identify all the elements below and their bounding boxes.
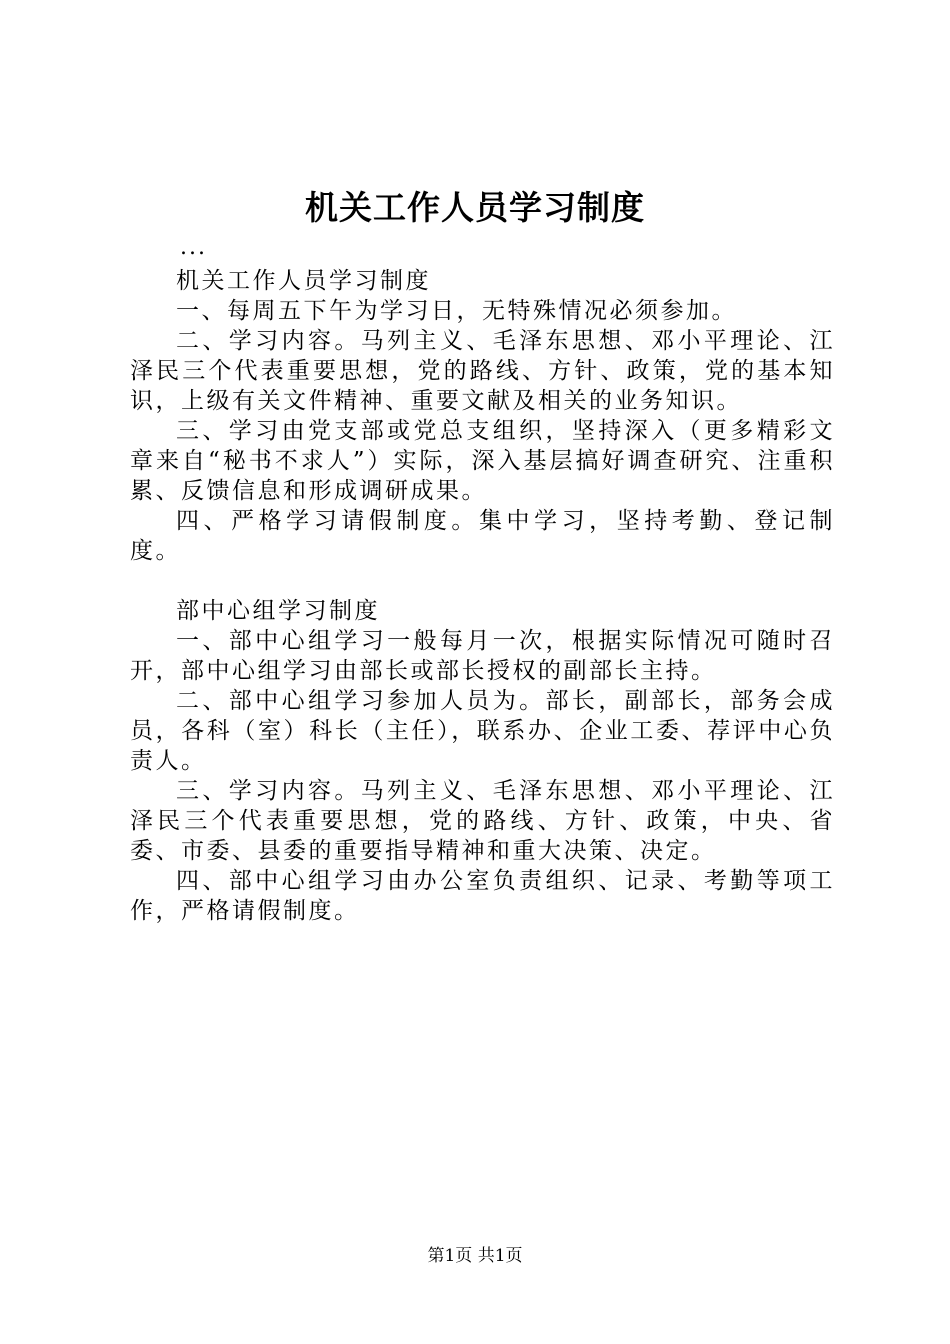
section1-paragraph: 一、每周五下午为学习日，无特殊情况必须参加。 bbox=[176, 298, 737, 324]
section2-paragraph: 一、部中心组学习一般每月一次，根据实际情况可随时召开，部中心组学习由部长或部长授权的副部长主持。 bbox=[130, 628, 835, 684]
page-title: 机关工作人员学习制度 bbox=[305, 188, 645, 227]
section1-paragraph: 二、学习内容。马列主义、毛泽东思想、邓小平理论、江泽民三个代表重要思想，党的路线、方针、政策，党的基本知识，上级有关文件精神、重要文献及相关的业务知识。 bbox=[130, 328, 835, 414]
section2-paragraph: 四、部中心组学习由办公室负责组织、记录、考勤等项工作，严格请假制度。 bbox=[130, 868, 835, 924]
section1-paragraph: 四、严格学习请假制度。集中学习，坚持考勤、登记制度。 bbox=[130, 508, 835, 564]
page-footer: 第1页 共1页 bbox=[427, 1246, 523, 1266]
ellipsis-marker: ... bbox=[180, 235, 207, 260]
section2-paragraph: 三、学习内容。马列主义、毛泽东思想、邓小平理论、江泽民三个代表重要思想，党的路线、方针、政策，中央、省委、市委、县委的重要指导精神和重大决策、决定。 bbox=[130, 778, 835, 864]
section-divider bbox=[130, 566, 835, 596]
document-body bbox=[130, 266, 835, 926]
section1-heading: 机关工作人员学习制度 bbox=[176, 268, 431, 294]
section2-paragraph: 二、部中心组学习参加人员为。部长，副部长，部务会成员，各科（室）科长（主任），联系办、企业工委、荐评中心负责人。 bbox=[130, 688, 835, 774]
section2-heading: 部中心组学习制度 bbox=[176, 598, 380, 624]
section1-paragraph: 三、学习由党支部或党总支组织，坚持深入（更多精彩文章来自“秘书不求人”）实际，深入基层搞好调查研究、注重积累、反馈信息和形成调研成果。 bbox=[130, 418, 835, 504]
